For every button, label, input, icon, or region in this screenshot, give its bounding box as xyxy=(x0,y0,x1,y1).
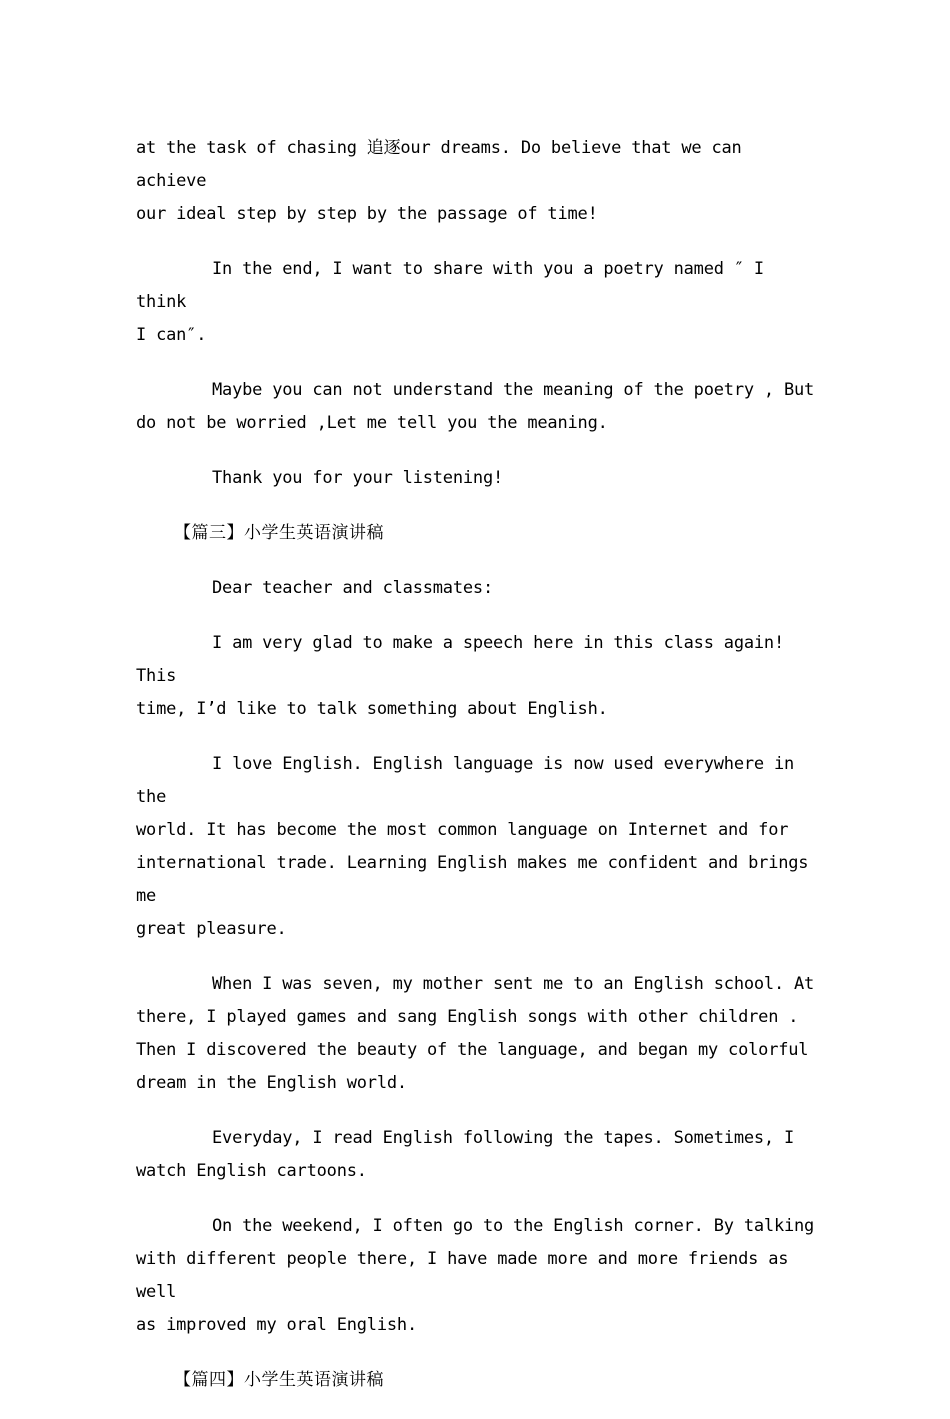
paragraph-english-corner xyxy=(136,1210,816,1342)
text-line: Thank you for your listening! xyxy=(212,468,504,488)
text-line: as improved my oral English. xyxy=(136,1315,417,1335)
paragraph-greeting xyxy=(136,572,816,605)
paragraph-speech-intro xyxy=(136,627,816,726)
text-line: dream in the English world. xyxy=(136,1073,407,1093)
text-line: I love English. English language is now used everywhere in the xyxy=(136,754,795,807)
text-line: at the task of chasing 追逐our dreams. Do believe that we can achieve xyxy=(136,138,742,191)
text-line: Everyday, I read English following the tapes. Sometimes, I xyxy=(212,1128,795,1148)
text-line: Then I discovered the beauty of the language, and began my colorful xyxy=(136,1040,809,1060)
section-heading-3: 【篇三】小学生英语演讲稿 xyxy=(174,523,384,543)
document-body xyxy=(136,132,816,1419)
paragraph-poetry-intro xyxy=(136,253,816,352)
text-line: Dear teacher and classmates: xyxy=(212,578,493,598)
text-line: great pleasure. xyxy=(136,919,287,939)
text-line: our ideal step by step by the passage of time! xyxy=(136,204,598,224)
paragraph-love-english xyxy=(136,748,816,946)
text-line: international trade. Learning English makes me confident and brings me xyxy=(136,853,809,906)
text-line: time, I’d like to talk something about English. xyxy=(136,699,608,719)
text-line: I can″. xyxy=(136,325,207,345)
text-line: When I was seven, my mother sent me to an English school. At xyxy=(212,974,815,994)
text-line: I am very glad to make a speech here in this class again! This xyxy=(136,633,784,686)
paragraph-everyday xyxy=(136,1122,816,1188)
text-line: with different people there, I have made more and more friends as well xyxy=(136,1249,789,1302)
text-line: In the end, I want to share with you a poetry named ″ I think xyxy=(136,259,764,312)
text-line: world. It has become the most common language on Internet and for xyxy=(136,820,789,840)
text-line: Maybe you can not understand the meaning of the poetry , But xyxy=(212,380,815,400)
paragraph-thanks xyxy=(136,462,816,495)
section-heading-4: 【篇四】小学生英语演讲稿 xyxy=(174,1370,384,1390)
text-line: watch English cartoons. xyxy=(136,1161,367,1181)
text-line: do not be worried ,Let me tell you the meaning. xyxy=(136,413,608,433)
text-line: On the weekend, I often go to the English corner. By talking xyxy=(212,1216,815,1236)
paragraph-dreams xyxy=(136,132,816,231)
text-line: there, I played games and sang English songs with other children . xyxy=(136,1007,799,1027)
paragraph-english-school xyxy=(136,968,816,1100)
paragraph-poetry-meaning xyxy=(136,374,816,440)
